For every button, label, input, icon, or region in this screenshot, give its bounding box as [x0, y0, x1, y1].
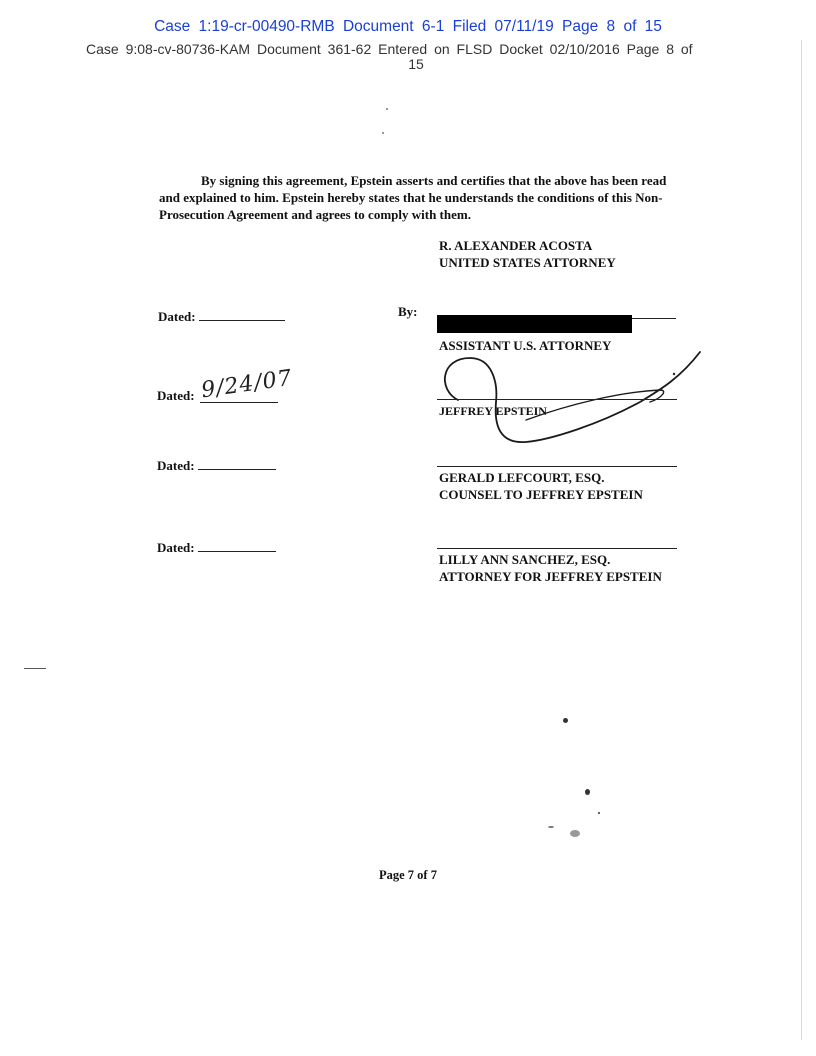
lefcourt-block: [439, 469, 643, 503]
us-attorney-name: R. ALEXANDER ACOSTA: [439, 238, 593, 253]
dated-row-3: [157, 455, 276, 474]
us-attorney-block: [439, 237, 616, 271]
epstein-name: JEFFREY EPSTEIN: [439, 404, 547, 418]
signature-line-epstein: [437, 399, 677, 400]
case-stamp-primary: Case 1:19-cr-00490-RMB Document 6-1 Filed 07/11/19 Page 8 of 15: [154, 18, 662, 35]
scan-speck: [570, 830, 580, 837]
lefcourt-name: GERALD LEFCOURT, ESQ.: [439, 470, 605, 485]
certification-paragraph: [159, 172, 681, 223]
dated-row-4: [157, 537, 276, 556]
redaction-bar: [437, 315, 632, 333]
scan-speck: [382, 132, 384, 134]
lefcourt-title: COUNSEL TO JEFFREY EPSTEIN: [439, 487, 643, 502]
date-blank: [199, 306, 285, 321]
dated-row-1: [158, 306, 285, 325]
signature-line-sanchez: [437, 548, 677, 549]
page-number: Page 7 of 7: [379, 868, 437, 882]
sanchez-name: LILLY ANN SANCHEZ, ESQ.: [439, 552, 611, 567]
scan-speck: [548, 826, 554, 828]
date-blank-4: [198, 537, 276, 552]
case-stamp-secondary-line1: Case 9:08-cv-80736-KAM Document 361-62 Entered on FLSD Docket 02/10/2016 Page 8 of: [86, 41, 693, 57]
ausa-title: ASSISTANT U.S. ATTORNEY: [439, 338, 612, 353]
date-blank-3: [198, 455, 276, 470]
sanchez-block: [439, 551, 662, 585]
scan-speck: [585, 789, 590, 795]
page-edge-mark: [801, 40, 802, 1040]
dated-label-4: Dated:: [157, 540, 195, 555]
scan-speck: [563, 718, 568, 723]
signature-line-lefcourt: [437, 466, 677, 467]
scan-speck: [386, 108, 388, 110]
dated-label-3: Dated:: [157, 458, 195, 473]
date-blank-2: [200, 402, 278, 403]
dated-label-2: Dated:: [157, 388, 195, 403]
certification-text: By signing this agreement, Epstein asserts and certifies that the above has been read and explained to him. Epstein hereby states that he understands the conditions of this Non-Prosecution Agreement and agrees to comply with them.: [159, 173, 667, 222]
us-attorney-title: UNITED STATES ATTORNEY: [439, 255, 616, 270]
dated-label: Dated:: [158, 309, 196, 324]
case-stamp-secondary: [86, 42, 756, 72]
sanchez-title: ATTORNEY FOR JEFFREY EPSTEIN: [439, 569, 662, 584]
by-label: By:: [398, 304, 418, 319]
handwritten-date: 9/24/07: [199, 365, 295, 404]
scan-speck: [598, 812, 600, 814]
signature-line-ausa: [632, 318, 676, 319]
margin-mark: [24, 668, 46, 669]
epstein-signature: [430, 340, 710, 450]
case-stamp-secondary-line2: 15: [408, 56, 424, 72]
